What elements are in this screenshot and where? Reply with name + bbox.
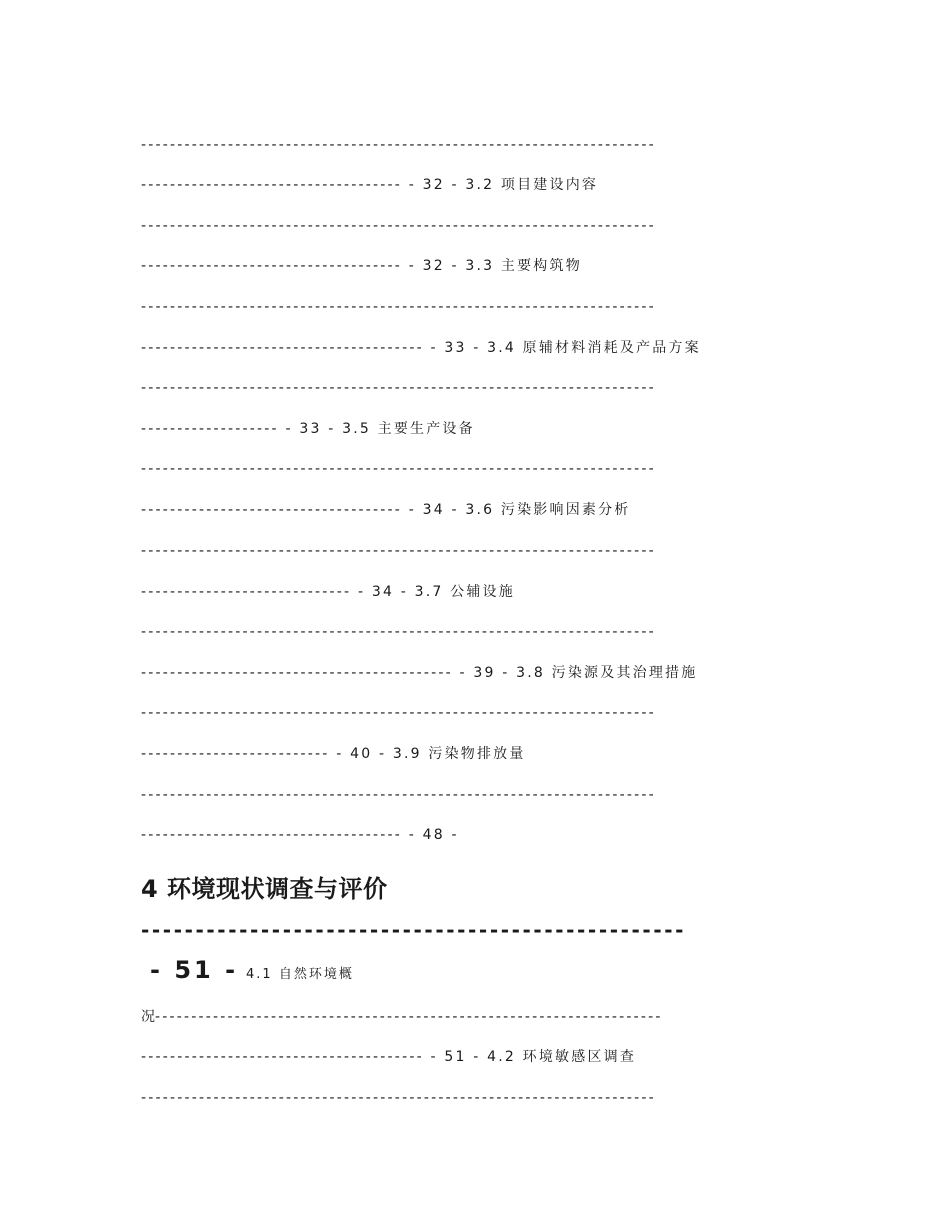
toc-leader-line: ----------------------------------------------------------------------- xyxy=(141,380,656,396)
toc-entry-3-9[interactable] xyxy=(141,745,806,763)
toc-leader: --------------------------------------- xyxy=(141,1049,424,1065)
toc-leader-line: ----------------------------------------------------------------------- xyxy=(141,624,656,640)
toc-entry-3-3[interactable] xyxy=(141,257,806,275)
toc-leader-line: ----------------------------------------------------------------------- xyxy=(141,218,656,234)
toc-entry-3-7[interactable] xyxy=(141,583,806,601)
toc-entry-text: - 39 - 3.8 污染源及其治理措施 xyxy=(452,665,698,681)
page-number: - 51 - xyxy=(150,956,239,984)
toc-leader-line: ----------------------------------------------------------------------- xyxy=(141,299,656,315)
toc-entry-3-8[interactable] xyxy=(141,664,806,682)
toc-leader-line: ----------------------------------------------------------------------- xyxy=(141,461,656,477)
toc-leader-line: ----------------------------------------------------------------------- xyxy=(141,1090,656,1106)
toc-leader: ------------------------------------ xyxy=(141,177,403,193)
toc-leader: ---------------------------------------------------------------------- xyxy=(155,1009,663,1025)
toc-leader-line: ----------------------------------------------------------------------- xyxy=(141,137,656,153)
toc-entry-4-1-continued[interactable] xyxy=(141,1008,806,1026)
toc-entry-text: - 33 - 3.5 主要生产设备 xyxy=(278,421,475,437)
toc-entry-4-1: 4.1 自然环境概 xyxy=(246,967,354,982)
toc-leader: ------------------------------------------- xyxy=(141,665,453,681)
toc-entry-4-2[interactable] xyxy=(141,1048,806,1066)
toc-entry-text: - 48 - xyxy=(402,827,459,843)
toc-entry-text: - 32 - 3.3 主要构筑物 xyxy=(402,258,582,274)
toc-leader: --------------------------------------- xyxy=(141,340,424,356)
toc-entry-page-48[interactable] xyxy=(141,826,806,844)
toc-leader: ----------------------------- xyxy=(141,584,352,600)
toc-entry-text: - 34 - 3.7 公辅设施 xyxy=(351,584,515,600)
toc-entry-text: - 40 - 3.9 污染物排放量 xyxy=(329,746,526,762)
toc-leader-line: ----------------------------------------------------------------------- xyxy=(141,787,656,803)
toc-entry-text: - 34 - 3.6 污染影响因素分析 xyxy=(402,502,631,518)
toc-leader: ------------------------------------ xyxy=(141,502,403,518)
toc-entry-text: - 33 - 3.4 原辅材料消耗及产品方案 xyxy=(423,340,701,356)
toc-leader-line: ----------------------------------------------------------------------- xyxy=(141,543,656,559)
section-heading-4[interactable]: 4 环境现状调查与评价 xyxy=(141,875,388,903)
section-heading-leader: -------------------------------------------------- xyxy=(141,918,687,942)
toc-leader: ------------------------------------ xyxy=(141,258,403,274)
toc-leader-line: ----------------------------------------------------------------------- xyxy=(141,705,656,721)
toc-entry-text: - 51 - 4.2 环境敏感区调查 xyxy=(423,1049,637,1065)
toc-entry-3-4[interactable] xyxy=(141,339,806,357)
toc-entry-3-2[interactable] xyxy=(141,176,806,194)
toc-entry-3-6[interactable] xyxy=(141,501,806,519)
toc-leader: -------------------------- xyxy=(141,746,330,762)
toc-entry-text: - 32 - 3.2 项目建设内容 xyxy=(402,177,599,193)
section-4-page-entry[interactable] xyxy=(150,957,354,988)
toc-entry-3-5[interactable] xyxy=(141,420,806,438)
toc-leader: ------------------- xyxy=(141,421,279,437)
toc-entry-text: 况 xyxy=(141,1009,155,1025)
toc-leader: ------------------------------------ xyxy=(141,827,403,843)
